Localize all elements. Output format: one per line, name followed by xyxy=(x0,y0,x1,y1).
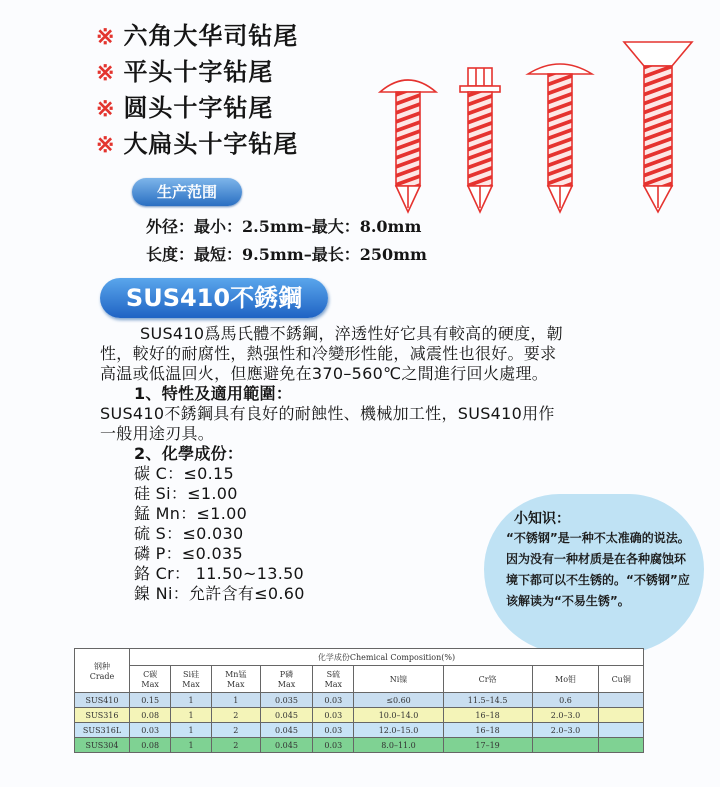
product-label: 平头十字钻尾 xyxy=(123,57,274,86)
tip-text: “不锈钢”是一种不太准确的说法。因为没有一种材质是在各种腐蚀环境下都可以不生锈的。“不锈钢”应该解读为“不易生锈”。 xyxy=(506,531,690,608)
table-row xyxy=(75,738,644,753)
grade-header-cn: 钢种 xyxy=(94,661,110,671)
value-cell: 8.0–11.0 xyxy=(354,738,443,753)
value-cell: 16–18 xyxy=(443,708,532,723)
material-banner: SUS410不銹鋼 xyxy=(100,278,328,318)
composition-header: 化学成份Chemical Composition(%) xyxy=(130,649,644,666)
value-cell xyxy=(599,693,644,708)
value-cell: 1 xyxy=(171,708,212,723)
intro-paragraph: SUS410爲馬氏體不銹鋼，淬透性好它具有較高的硬度，韌性，較好的耐腐性，熱强性和冷變形性能，减震性也很好。要求高温或低温回火，但應避免在370–560℃之間進行回火處理。 xyxy=(100,324,563,383)
value-cell: 0.03 xyxy=(313,708,354,723)
value-cell xyxy=(599,723,644,738)
table-row xyxy=(75,708,644,723)
value-cell: 0.045 xyxy=(260,738,312,753)
range-label: 生产范围 xyxy=(132,178,242,206)
value-cell: 2.0–3.0 xyxy=(532,708,599,723)
section-1-title: 1、特性及適用範圍： xyxy=(134,384,293,403)
value-cell xyxy=(599,738,644,753)
grade-cell: SUS304 xyxy=(75,738,130,753)
bullet-icon: ※ xyxy=(96,24,116,50)
value-cell: 0.045 xyxy=(260,708,312,723)
table-row xyxy=(75,723,644,738)
value-cell xyxy=(532,738,599,753)
column-header: Mn锰 Max xyxy=(211,666,260,693)
grade-cell: SUS316L xyxy=(75,723,130,738)
grade-cell: SUS410 xyxy=(75,693,130,708)
value-cell xyxy=(599,708,644,723)
section-2-title: 2、化學成份： xyxy=(134,444,244,463)
value-cell: 2.0–3.0 xyxy=(532,723,599,738)
tip-title: 小知识： xyxy=(514,511,570,527)
chemical-item: 鉻 Cr： 11.50~13.50 xyxy=(134,564,305,583)
product-item xyxy=(96,126,298,162)
product-item xyxy=(96,54,298,90)
value-cell: 1 xyxy=(171,723,212,738)
value-cell: 2 xyxy=(211,738,260,753)
grade-header xyxy=(75,649,130,693)
column-header: C碳 Max xyxy=(130,666,171,693)
table-column-row xyxy=(75,666,644,693)
value-cell: 1 xyxy=(171,693,212,708)
value-cell: ≤0.60 xyxy=(354,693,443,708)
value-cell: 0.08 xyxy=(130,708,171,723)
chemical-item: 硫 S：≤0.030 xyxy=(134,524,244,543)
value-cell: 0.045 xyxy=(260,723,312,738)
value-cell: 0.03 xyxy=(313,738,354,753)
grade-cell: SUS316 xyxy=(75,708,130,723)
flat-head-screw-icon xyxy=(624,42,692,212)
value-cell: 0.03 xyxy=(313,723,354,738)
column-header: Cu铜 xyxy=(599,666,644,693)
product-item xyxy=(96,18,298,54)
section-1-text: SUS410不銹鋼具有良好的耐蝕性、機械加工性，SUS410用作一般用途刃具。 xyxy=(100,404,555,443)
column-header: Ni镍 xyxy=(354,666,443,693)
value-cell: 0.035 xyxy=(260,693,312,708)
screw-illustrations xyxy=(368,40,718,220)
value-cell: 0.03 xyxy=(130,723,171,738)
chemical-item: 錳 Mn：≤1.00 xyxy=(134,504,248,523)
column-header: Cr铬 xyxy=(443,666,532,693)
value-cell: 0.08 xyxy=(130,738,171,753)
value-cell: 1 xyxy=(211,693,260,708)
value-cell: 16–18 xyxy=(443,723,532,738)
column-header: S硫 Max xyxy=(313,666,354,693)
product-list xyxy=(96,18,298,162)
grade-header-en: Crade xyxy=(89,671,115,681)
value-cell: 0.6 xyxy=(532,693,599,708)
composition-table xyxy=(74,648,644,753)
product-label: 六角大华司钻尾 xyxy=(123,21,299,50)
bullet-icon: ※ xyxy=(96,60,116,86)
pan-head-screw-icon xyxy=(380,80,436,212)
column-header: Si硅 Max xyxy=(171,666,212,693)
bullet-icon: ※ xyxy=(96,132,116,158)
length-range: 长度：最短：9.5mm–最长：250mm xyxy=(146,245,427,264)
value-cell: 17–19 xyxy=(443,738,532,753)
chemical-item: 碳 C：≤0.15 xyxy=(134,464,234,483)
product-item xyxy=(96,90,298,126)
value-cell: 0.03 xyxy=(313,693,354,708)
value-cell: 1 xyxy=(171,738,212,753)
value-cell: 11.5–14.5 xyxy=(443,693,532,708)
value-cell: 2 xyxy=(211,708,260,723)
product-label: 大扁头十字钻尾 xyxy=(123,129,299,158)
value-cell: 10.0–14.0 xyxy=(354,708,443,723)
hex-washer-screw-icon xyxy=(460,68,500,212)
chemical-item: 硅 Si：≤1.00 xyxy=(134,484,238,503)
value-cell: 2 xyxy=(211,723,260,738)
product-label: 圆头十字钻尾 xyxy=(123,93,274,122)
outer-diameter-range: 外径：最小：2.5mm–最大：8.0mm xyxy=(146,217,422,236)
table-row xyxy=(75,693,644,708)
column-header: Mo钼 xyxy=(532,666,599,693)
value-cell: 12.0–15.0 xyxy=(354,723,443,738)
value-cell: 0.15 xyxy=(130,693,171,708)
bullet-icon: ※ xyxy=(96,96,116,122)
chemical-item: 磷 P：≤0.035 xyxy=(134,544,243,563)
table-header-row xyxy=(75,649,644,666)
column-header: P磷 Max xyxy=(260,666,312,693)
round-head-screw-icon xyxy=(528,64,592,212)
chemical-item: 鎳 Ni：允許含有≤0.60 xyxy=(134,584,305,603)
